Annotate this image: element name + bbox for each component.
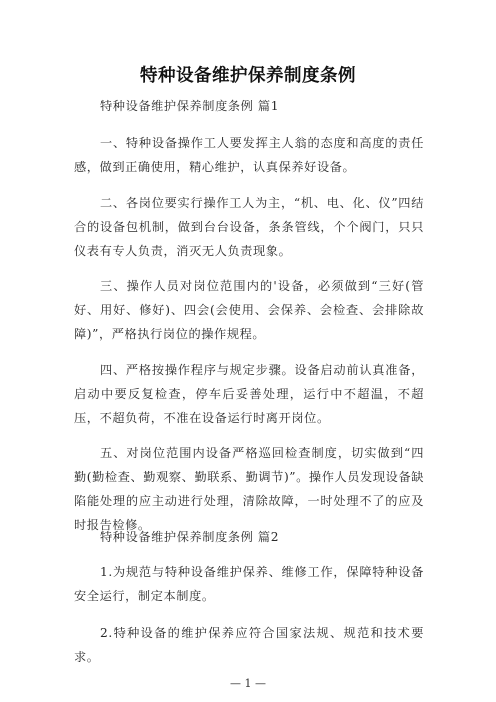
section-heading-1: 特种设备维护保养制度条例 篇1 [100,99,280,113]
document-title: 特种设备维护保养制度条例 [140,66,356,86]
paragraph-6: 1.为规范与特种设备维护保养、维修工作，保障特种设备安全运行，制定本制度。 [74,565,424,603]
section-heading-2: 特种设备维护保养制度条例 篇2 [100,530,280,544]
paragraph-5: 五、对岗位范围内设备严格巡回检查制度，切实做到“四勤(勤检查、勤观察、勤联系、勤调节)”。操作人员发现设备缺陷能处理的应主动进行处理，清除故障，一时处理不了的应及时报告检修。 [74,446,425,532]
page-number: — 1 — [230,677,266,690]
paragraph-4: 四、严格按操作程序与规定步骤。设备启动前认真准备，启动中要反复检查，停车后妥善处理，运行中不超温，不超压，不超负荷，不准在设备运行时离开岗位。 [74,363,424,425]
paragraph-7: 2.特种设备的维护保养应符合国家法规、规范和技术要求。 [74,626,424,664]
paragraph-2: 二、各岗位要实行操作工人为主，“机、电、化、仪”四结合的设备包机制，做到台台设备，条条管线，个个阀门，只只仪表有专人负责，消灭无人负责现象。 [74,196,424,258]
paragraph-3: 三、操作人员对岗位范围内的'设备，必须做到“三好(管好、用好、修好)、四会(会使用、会保养、会检查、会排除故障)”，严格执行岗位的操作规程。 [74,279,424,341]
paragraph-1: 一、特种设备操作工人要发挥主人翁的态度和高度的责任感，做到正确使用，精心维护，认真保养好设备。 [74,136,424,174]
